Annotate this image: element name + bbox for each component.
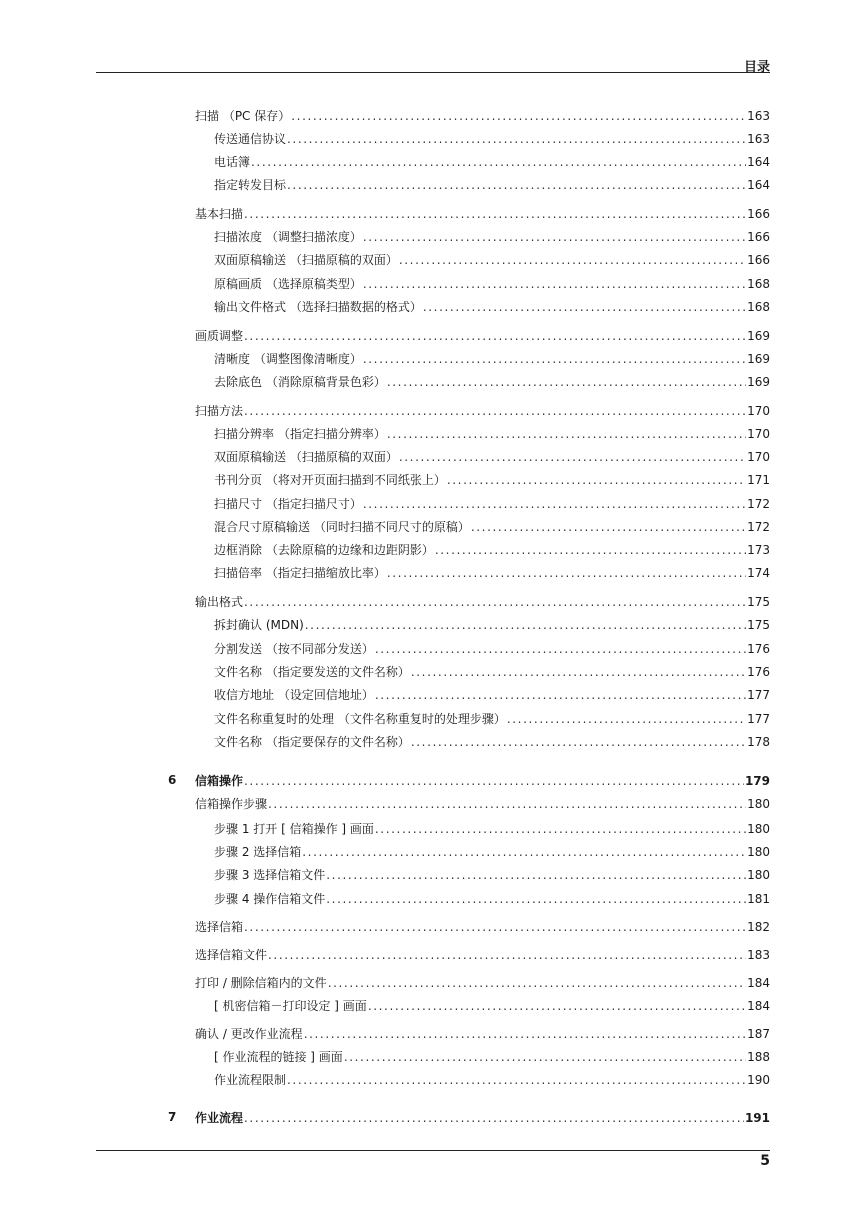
toc-entry-title: 步骤 2 选择信箱 [214,845,302,859]
toc-entry[interactable] [214,153,770,171]
dot-leader [268,797,746,811]
toc-entry-page: 176 [747,665,770,679]
toc-entry-title: 选择信箱 [195,920,244,934]
dot-leader [326,892,746,906]
toc-entry-page: 180 [747,797,770,811]
toc-entry[interactable] [214,495,770,513]
header-rule [96,72,770,73]
toc-entry-page: 163 [747,109,770,123]
dot-leader [244,920,746,934]
dot-leader [399,253,746,267]
dot-leader [363,277,746,291]
toc-entry[interactable] [214,350,770,368]
toc-entry-page: 168 [747,300,770,314]
dot-leader [326,868,746,882]
dot-leader [244,774,744,788]
dot-leader [268,948,746,962]
toc-entry-page: 172 [747,497,770,511]
toc-entry-page: 190 [747,1073,770,1087]
toc-entry[interactable] [214,448,770,466]
toc-entry-page: 173 [747,543,770,557]
toc-entry-page: 166 [747,207,770,221]
toc-entry-title: 混合尺寸原稿输送 （同时扫描不同尺寸的原稿） [214,520,470,534]
toc-entry-page: 180 [747,868,770,882]
toc-entry-title: 步骤 3 选择信箱文件 [214,868,326,882]
toc-entry-page: 188 [747,1050,770,1064]
toc-entry-title: 扫描方法 [195,404,244,418]
toc-entry[interactable] [195,402,770,420]
footer-rule [96,1150,770,1151]
page-number: 5 [760,1153,770,1169]
dot-leader [287,178,746,192]
dot-leader [507,712,746,726]
toc-entry[interactable] [214,843,770,861]
toc-entry-page: 169 [747,352,770,366]
dot-leader [287,1073,746,1087]
toc-entry[interactable] [214,176,770,194]
dot-leader [368,999,746,1013]
dot-leader [411,665,746,679]
toc-entry-title: 扫描浓度 （调整扫描浓度） [214,230,362,244]
toc-entry[interactable] [214,890,770,908]
toc-entry[interactable] [195,795,770,813]
toc-entry-page: 184 [747,999,770,1013]
toc-entry-page: 175 [747,595,770,609]
toc-entry-page: 181 [747,892,770,906]
toc-entry[interactable] [214,251,770,269]
toc-entry[interactable] [214,820,770,838]
toc-entry-title: 指定转发目标 [214,178,287,192]
toc-entry-title: [ 作业流程的链接 ] 画面 [214,1050,343,1064]
dot-leader [387,427,746,441]
toc-entry-title: 步骤 4 操作信箱文件 [214,892,326,906]
dot-leader [387,566,746,580]
toc-entry[interactable] [195,974,770,992]
toc-entry-title: 边框消除 （去除原稿的边缘和边距阴影） [214,543,434,557]
toc-entry-title: 扫描尺寸 （指定扫描尺寸） [214,497,362,511]
toc-entry-title: 传送通信协议 [214,132,287,146]
dot-leader [363,352,746,366]
toc-entry[interactable] [214,616,770,634]
dot-leader [305,618,746,632]
toc-entry-title: 双面原稿输送 （扫描原稿的双面） [214,253,398,267]
toc-entry-title: 清晰度 （调整图像清晰度） [214,352,362,366]
toc-entry-title: 扫描 （PC 保存） [195,109,291,123]
toc-entry-page: 177 [747,688,770,702]
toc-chapter-entry[interactable] [195,772,770,790]
toc-entry-page: 178 [747,735,770,749]
toc-entry[interactable] [214,298,770,316]
toc-entry[interactable] [214,228,770,246]
toc-entry[interactable] [214,130,770,148]
toc-entry-title: 双面原稿输送 （扫描原稿的双面） [214,450,398,464]
toc-entry-page: 164 [747,178,770,192]
toc-entry-title: 文件名称重复时的处理 （文件名称重复时的处理步骤） [214,712,506,726]
toc-entry-page: 183 [747,948,770,962]
dot-leader [344,1050,746,1064]
toc-entry[interactable] [195,107,770,125]
toc-entry-title: 扫描分辨率 （指定扫描分辨率） [214,427,386,441]
toc-entry-page: 170 [747,427,770,441]
toc-entry[interactable] [214,275,770,293]
toc-entry-title: 输出格式 [195,595,244,609]
header-title: 目录 [743,60,770,75]
toc-entry-title: 拆封确认 (MDN) [214,618,304,632]
toc-entry-title: 打印 / 删除信箱内的文件 [195,976,327,990]
toc-entry-title: 扫描倍率 （指定扫描缩放比率） [214,566,386,580]
toc-entry-title: 基本扫描 [195,207,244,221]
toc-entry-title: 作业流程 [195,1111,244,1125]
dot-leader [304,1027,746,1041]
dot-leader [375,822,746,836]
toc-entry-title: 选择信箱文件 [195,948,268,962]
dot-leader [423,300,746,314]
toc-entry-page: 170 [747,450,770,464]
dot-leader [244,1111,744,1125]
toc-entry-title: 分割发送 （按不同部分发送） [214,642,374,656]
toc-entry-title: 作业流程限制 [214,1073,287,1087]
toc-entry[interactable] [214,564,770,582]
toc-entry-title: 去除底色 （消除原稿背景色彩） [214,375,386,389]
toc-entry[interactable] [214,373,770,391]
toc-entry-title: 文件名称 （指定要发送的文件名称） [214,665,410,679]
toc-entry-title: 文件名称 （指定要保存的文件名称） [214,735,410,749]
toc-entry-page: 174 [747,566,770,580]
toc-entry[interactable] [214,518,770,536]
toc-entry-page: 182 [747,920,770,934]
dot-leader [435,543,746,557]
toc-entry[interactable] [214,640,770,658]
toc-entry-page: 166 [747,253,770,267]
toc-entry-title: 原稿画质 （选择原稿类型） [214,277,362,291]
toc-entry-page: 170 [747,404,770,418]
toc-entry[interactable] [214,663,770,681]
dot-leader [471,520,746,534]
toc-entry-title: 书刊分页 （将对开页面扫描到不同纸张上） [214,473,446,487]
dot-leader [363,230,746,244]
dot-leader [375,688,746,702]
dot-leader [287,132,746,146]
toc-entry-page: 177 [747,712,770,726]
dot-leader [375,642,746,656]
toc-entry-page: 169 [747,375,770,389]
toc-entry-title: [ 机密信箱－打印设定 ] 画面 [214,999,367,1013]
toc-entry[interactable] [195,1025,770,1043]
toc-entry-page: 191 [744,1111,770,1125]
dot-leader [244,207,746,221]
dot-leader [291,109,746,123]
toc-entry-title: 步骤 1 打开 [ 信箱操作 ] 画面 [214,822,374,836]
chapter-number: 6 [168,773,177,787]
toc-entry-title: 电话簿 [214,155,251,169]
toc-entry[interactable] [195,327,770,345]
toc-entry[interactable] [214,541,770,559]
toc-entry-title: 信箱操作步骤 [195,797,268,811]
dot-leader [387,375,746,389]
toc-entry-title: 信箱操作 [195,774,244,788]
toc-entry-page: 187 [747,1027,770,1041]
toc-entry-title: 输出文件格式 （选择扫描数据的格式） [214,300,422,314]
dot-leader [399,450,746,464]
toc-entry-page: 172 [747,520,770,534]
toc-entry[interactable] [214,686,770,704]
toc-entry-page: 164 [747,155,770,169]
toc-entry-title: 确认 / 更改作业流程 [195,1027,303,1041]
dot-leader [244,404,746,418]
toc-entry[interactable] [214,866,770,884]
toc-entry[interactable] [195,205,770,223]
toc-entry[interactable] [214,1071,770,1089]
toc-entry[interactable] [195,946,770,964]
toc-entry-page: 180 [747,822,770,836]
dot-leader [328,976,746,990]
toc-entry[interactable] [214,710,770,728]
toc-entry-page: 184 [747,976,770,990]
toc-entry-title: 画质调整 [195,329,244,343]
toc-entry-page: 166 [747,230,770,244]
dot-leader [411,735,746,749]
dot-leader [244,595,746,609]
dot-leader [302,845,746,859]
toc-entry-page: 171 [747,473,770,487]
dot-leader [244,329,746,343]
toc-entry-page: 175 [747,618,770,632]
toc-entry-page: 169 [747,329,770,343]
chapter-number: 7 [168,1110,177,1124]
toc-entry[interactable] [214,425,770,443]
dot-leader [447,473,746,487]
toc-entry-page: 168 [747,277,770,291]
toc-entry[interactable] [214,1048,770,1066]
toc-entry[interactable] [214,471,770,489]
toc-entry[interactable] [214,997,770,1015]
dot-leader [363,497,746,511]
toc-entry-title: 收信方地址 （设定回信地址） [214,688,374,702]
toc-entry[interactable] [195,593,770,611]
toc-chapter-entry[interactable] [195,1109,770,1127]
dot-leader [251,155,746,169]
toc-entry-page: 180 [747,845,770,859]
toc-entry-page: 179 [744,774,770,788]
toc-entry-page: 176 [747,642,770,656]
toc-entry-page: 163 [747,132,770,146]
toc-entry[interactable] [195,918,770,936]
toc-entry[interactable] [214,733,770,751]
